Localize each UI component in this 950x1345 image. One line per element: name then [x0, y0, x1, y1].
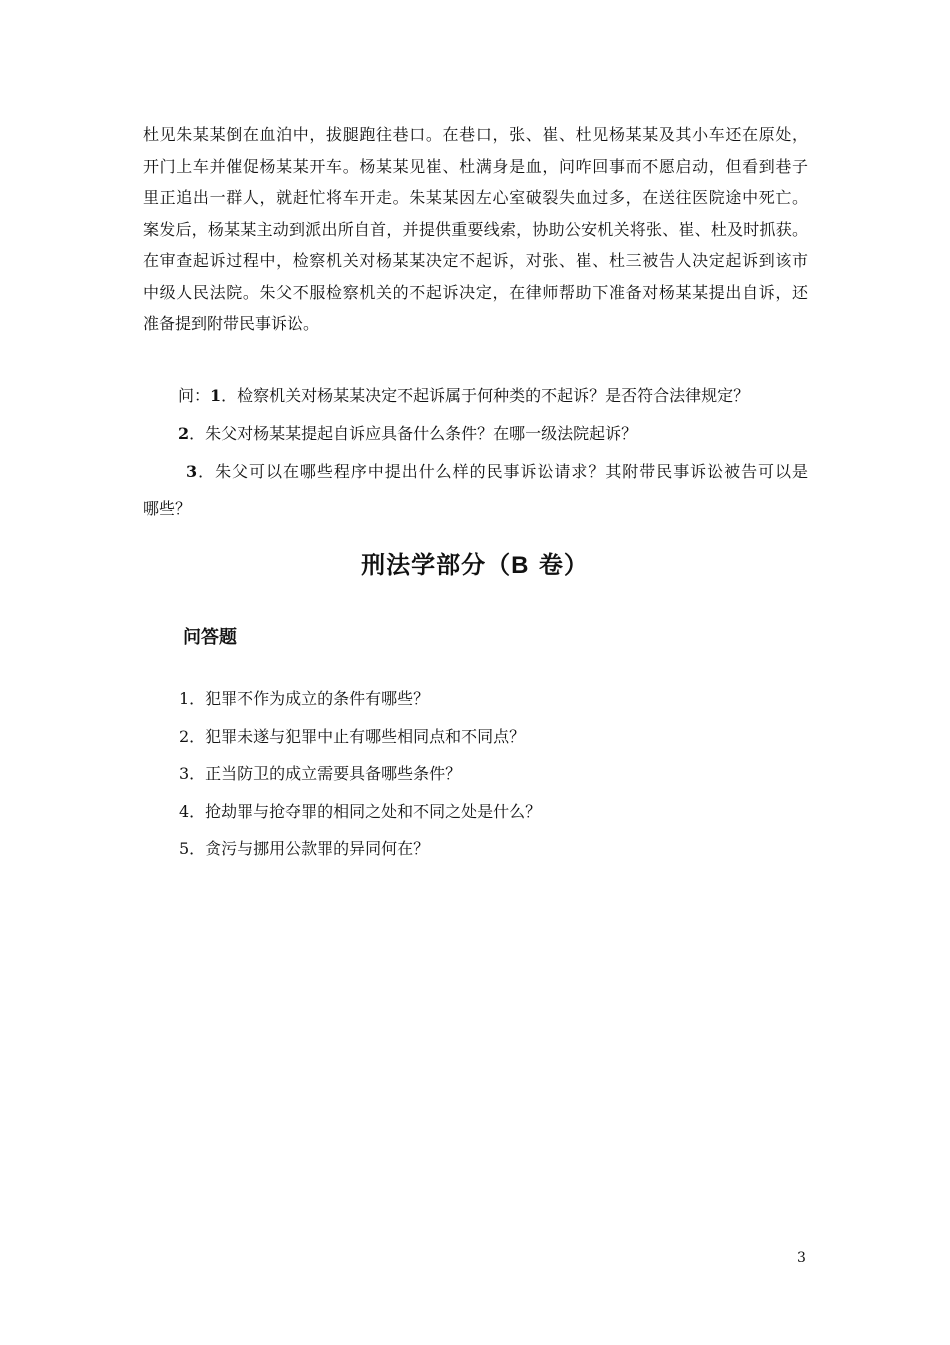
question-prefix: 问： — [178, 386, 211, 405]
list-item: 3．正当防卫的成立需要具备哪些条件？ — [179, 764, 462, 783]
section-title-letter: B — [511, 552, 530, 579]
question-list — [179, 688, 541, 876]
list-item: 4．抢劫罪与抢夺罪的相同之处和不同之处是什么？ — [179, 801, 542, 821]
question-1 — [178, 386, 749, 406]
question-2-text: ．朱父对杨某某提起自诉应具备什么条件？在哪一级法院起诉？ — [189, 424, 638, 443]
case-line: 案发后，杨某某主动到派出所自首，并提供重要线索，协助公安机关将张、崔、杜及时抓获。 — [143, 219, 808, 239]
question-2-number: 2 — [178, 424, 190, 443]
question-3-line-1 — [143, 453, 808, 490]
question-3 — [143, 453, 808, 527]
case-line: 开门上车并催促杨某某开车。杨某某见崔、杜满身是血，问咋回事而不愿启动，但看到巷子 — [143, 156, 808, 176]
question-3-line-2: 哪些？ — [143, 499, 192, 518]
page-number: 3 — [797, 1250, 806, 1266]
case-line: 准备提到附带民事诉讼。 — [143, 314, 320, 333]
case-line: 中级人民法院。朱父不服检察机关的不起诉决定，在律师帮助下准备对杨某某提出自诉，还 — [143, 282, 808, 302]
question-1-text: ．检察机关对杨某某决定不起诉属于何种类的不起诉？是否符合法律规定？ — [221, 386, 750, 405]
list-item: 5．贪污与挪用公款罪的异同何在？ — [179, 839, 430, 858]
section-title-prefix: 刑法学部分（ — [361, 550, 512, 579]
section-title-suffix: 卷） — [529, 550, 589, 579]
section-title — [0, 548, 950, 583]
case-line: 杜见朱某某倒在血泊中，拔腿跑往巷口。在巷口，张、崔、杜见杨某某及其小车还在原处， — [143, 125, 808, 144]
sub-heading: 问答题 — [183, 627, 237, 648]
case-line: 在审查起诉过程中，检察机关对杨某某决定不起诉，对张、崔、杜三被告人决定起诉到该市 — [143, 251, 808, 270]
list-item: 2．犯罪未遂与犯罪中止有哪些相同点和不同点？ — [179, 726, 526, 746]
question-3-number: 3 — [186, 462, 198, 481]
list-item: 1．犯罪不作为成立的条件有哪些？ — [179, 689, 430, 708]
case-line: 里正追出一群人，就赶忙将车开走。朱某某因左心室破裂失血过多，在送往医院途中死亡。 — [143, 188, 808, 207]
question-3-text: ．朱父可以在哪些程序中提出什么样的民事诉讼请求？其附带民事诉讼被告可以是 — [197, 462, 808, 481]
question-2 — [178, 424, 637, 444]
question-1-number: 1 — [210, 386, 222, 405]
case-paragraph — [143, 119, 808, 340]
